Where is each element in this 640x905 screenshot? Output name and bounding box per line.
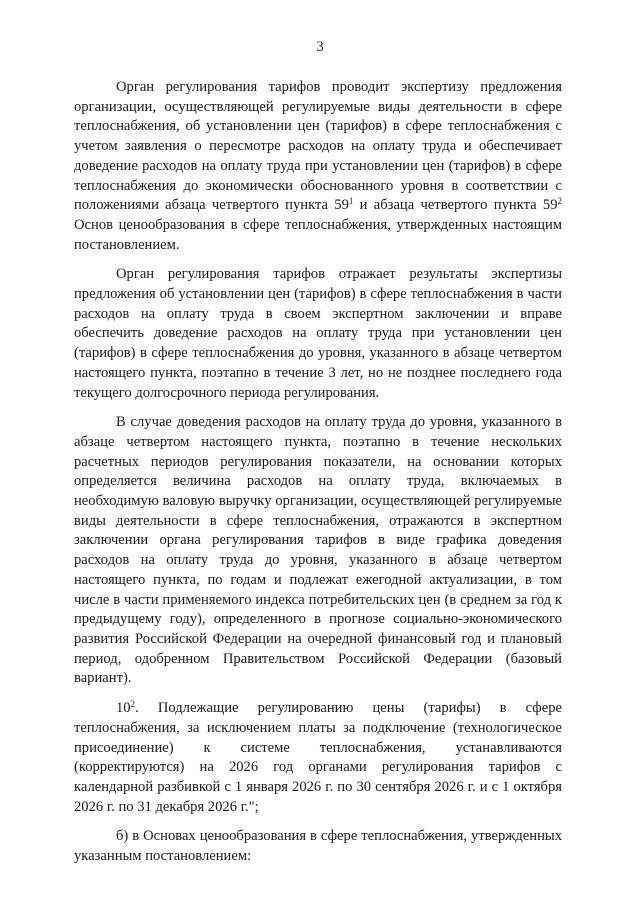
superscript: 2 xyxy=(557,196,562,207)
paragraph-text: Орган регулирования тарифов проводит экспертизу предложения организации, осуществляющей регулируемые виды деятельности в сфере теплоснабжения, об установлении цен (тарифов) в сфере теплоснабжения с учетом заявления о пересмотре расходов на оплату труда и обеспечивает доведение расходов на оплату труда при установлении цен (тарифов) в сфере теплоснабжения до экономически обоснованного уровня в соответствии с положениями абзаца четвертого пункта 59 xyxy=(74,79,562,214)
paragraph-stepwise: В случае доведения расходов на оплату труда до уровня, указанного в абзаце четвертом настоящего пункта, поэтапно в течение нескольких расчетных периодов регулирования показатели, на основании которых определяется величина расходов на оплату труда, включаемых в необходимую валовую выручку организации, осуществляющей регулируемые виды деятельности в сфере теплоснабжения, отражаются в экспертном заключении органа регулирования тарифов в виде графика доведения расходов на оплату труда до уровня, указанного в абзаце четвертом настоящего пункта, по годам и подлежат ежегодной актуализации, в том числе в части применяемого индекса потребительских цен (в среднем за год к предыдущему году), определенного в прогнозе социально-экономического развития Российской Федерации на очередной финансовый год и плановый период, одобренном Правительством Российской Федерации (базовый вариант). xyxy=(74,414,562,687)
paragraph-item-10-2 xyxy=(74,699,562,817)
superscript: 1 xyxy=(348,196,354,207)
paragraph-results: Орган регулирования тарифов отражает результаты экспертизы предложения об установлении цен (тарифов) в сфере теплоснабжения в части расходов на оплату труда в своем экспертном заключении и вправе обеспечить доведение расходов на оплату труда при установлении цен (тарифов) в сфере теплоснабжения до уровня, указанного в абзаце четвертом настоящего пункта, поэтапно в течение 3 лет, но не позднее последнего года текущего долгосрочного периода регулирования. xyxy=(74,266,562,401)
paragraph-text: и абзаца четвертого пункта 59 xyxy=(353,197,558,214)
paragraph-subitem-b: б) в Основах ценообразования в сфере теплоснабжения, утвержденных указанным постановлением: xyxy=(74,828,562,865)
item-number: 10 xyxy=(116,700,131,717)
superscript: 2 xyxy=(130,699,136,710)
document-body xyxy=(74,78,562,877)
paragraph-text: Основ ценообразования в сфере теплоснабжения, утвержденных настоящим постановлением. xyxy=(74,216,562,253)
page-number: 3 xyxy=(316,39,324,55)
paragraph-text: . Подлежащие регулированию цены (тарифы) в сфере теплоснабжения, за исключением платы за подключение (технологическое присоединение) к системе теплоснабжения, устанавливаются (корректируются) на 2026 год органами регулирования тарифов с календарной разбивкой с 1 января 2026 г. по 30 сентября 2026 г. и с 1 октября 2026 г. по 31 декабря 2026 г."; xyxy=(74,700,562,815)
paragraph-expertise xyxy=(74,78,562,255)
